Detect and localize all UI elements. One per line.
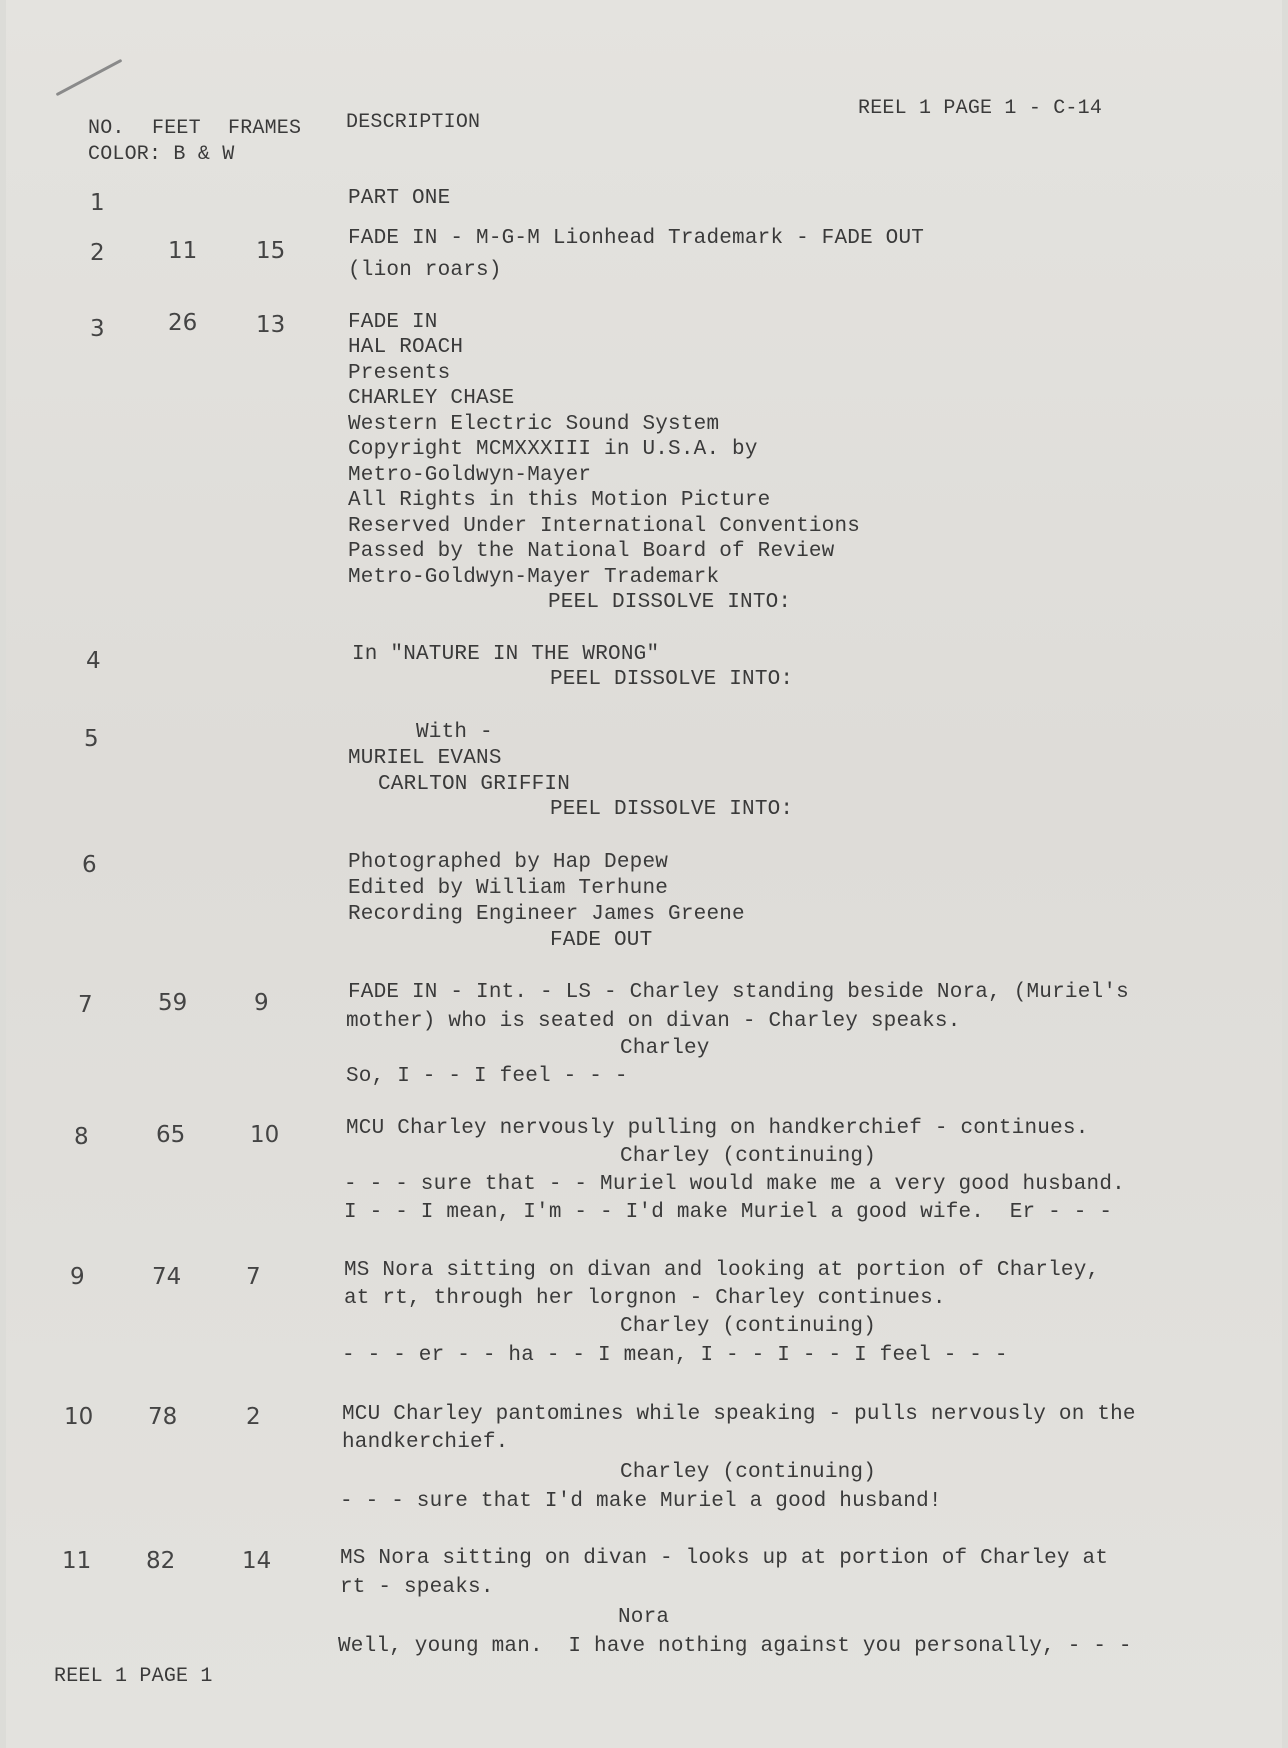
description-line: Reserved Under International Conventions (348, 515, 861, 538)
description-line: CARLTON GRIFFIN (378, 773, 571, 796)
description-line: MS Nora sitting on divan and looking at portion of Charley, (344, 1259, 1100, 1282)
description-line: rt - speaks. (340, 1576, 494, 1599)
shot-number: 11 (62, 1548, 92, 1574)
col-header-feet: FEET (152, 117, 201, 140)
shot-frames: 9 (254, 990, 269, 1016)
description-line: MCU Charley pantomines while speaking - pulls nervously on the (342, 1403, 1136, 1426)
description-line: Metro-Goldwyn-Mayer Trademark (348, 566, 720, 589)
transition-line: FADE OUT (550, 929, 653, 952)
transition-line: PEEL DISSOLVE INTO: (550, 668, 794, 691)
shot-number: 9 (70, 1264, 85, 1290)
description-line: MS Nora sitting on divan - looks up at portion of Charley at (340, 1547, 1109, 1570)
shot-number: 10 (64, 1404, 94, 1430)
shot-feet: 74 (152, 1264, 182, 1290)
speaker-name: Charley (continuing) (620, 1315, 877, 1338)
description-line: HAL ROACH (348, 336, 464, 359)
dialogue-line: So, I - - I feel - - - (346, 1065, 628, 1088)
speaker-name: Charley (continuing) (620, 1145, 877, 1168)
page-footer: REEL 1 PAGE 1 (54, 1665, 213, 1688)
shot-number: 6 (82, 852, 97, 878)
description-line: (lion roars) (348, 259, 502, 282)
dialogue-line: - - - sure that - - Muriel would make me a very good husband. (344, 1173, 1125, 1196)
description-line: FADE IN - Int. - LS - Charley standing beside Nora, (Muriel's (348, 981, 1129, 1004)
description-line: Edited by William Terhune (348, 877, 669, 900)
reel-ref-text: REEL 1 PAGE 1 - (858, 97, 1054, 120)
description-line: FADE IN - M-G-M Lionhead Trademark - FADE OUT (348, 227, 925, 250)
dialogue-line: - - - sure that I'd make Muriel a good husband! (340, 1490, 942, 1513)
reel-page-ref (858, 96, 1102, 122)
shot-number: 7 (78, 992, 93, 1018)
speaker-name: Charley (continuing) (620, 1461, 877, 1484)
description-line: handkerchief. (342, 1431, 509, 1454)
description-line: CHARLEY CHASE (348, 387, 515, 410)
shot-feet: 78 (148, 1404, 178, 1430)
dialogue-line: Well, young man. I have nothing against you personally, - - - (338, 1635, 1132, 1658)
shot-feet: 26 (168, 310, 198, 336)
transition-line: PEEL DISSOLVE INTO: (550, 798, 794, 821)
shot-number: 4 (86, 648, 101, 674)
description-line: FADE IN (348, 311, 438, 334)
color-label: COLOR: B & W (88, 143, 235, 166)
description-line: PART ONE (348, 187, 451, 210)
description-line: With - (416, 721, 493, 744)
script-page (6, 0, 1282, 1748)
speaker-name: Nora (618, 1606, 670, 1629)
speaker-name: Charley (620, 1037, 710, 1060)
shot-feet: 59 (158, 990, 188, 1016)
shot-frames: 14 (242, 1548, 272, 1574)
shot-number: 1 (90, 190, 105, 216)
dialogue-line: - - - er - - ha - - I mean, I - - I - - I feel - - - (342, 1344, 1008, 1367)
shot-number: 5 (84, 726, 99, 752)
description-line: at rt, through her lorgnon - Charley continues. (344, 1287, 946, 1310)
shot-feet: 82 (146, 1548, 176, 1574)
col-header-description: DESCRIPTION (346, 111, 481, 134)
description-line: MCU Charley nervously pulling on handkerchief - continues. (346, 1117, 1089, 1140)
shot-number: 2 (90, 240, 105, 266)
transition-line: PEEL DISSOLVE INTO: (548, 591, 792, 614)
description-line: Recording Engineer James Greene (348, 903, 745, 926)
description-line: Passed by the National Board of Review (348, 540, 835, 563)
shot-frames: 15 (256, 238, 286, 264)
col-header-no: NO. (88, 117, 125, 140)
description-line: mother) who is seated on divan - Charley speaks. (346, 1010, 961, 1033)
description-line: MURIEL EVANS (348, 747, 502, 770)
shot-frames: 7 (246, 1264, 261, 1290)
shot-feet: 65 (156, 1122, 186, 1148)
shot-frames: 2 (246, 1404, 261, 1430)
dialogue-line: I - - I mean, I'm - - I'd make Muriel a good wife. Er - - - (344, 1201, 1113, 1224)
description-line: Copyright MCMXXXIII in U.S.A. by (348, 438, 758, 461)
description-line: Western Electric Sound System (348, 413, 720, 436)
description-line: Photographed by Hap Depew (348, 851, 669, 874)
col-header-frames: FRAMES (228, 117, 302, 140)
description-line: All Rights in this Motion Picture (348, 489, 771, 512)
description-line: Presents (348, 362, 451, 385)
shot-feet: 11 (168, 238, 198, 264)
description-line: In "NATURE IN THE WRONG" (352, 643, 660, 666)
shot-number: 3 (90, 316, 105, 342)
shot-number: 8 (74, 1124, 89, 1150)
staple (56, 59, 123, 96)
shot-frames: 10 (250, 1122, 280, 1148)
page-code: C-14 (1053, 97, 1103, 120)
shot-frames: 13 (256, 312, 286, 338)
description-line: Metro-Goldwyn-Mayer (348, 464, 592, 487)
